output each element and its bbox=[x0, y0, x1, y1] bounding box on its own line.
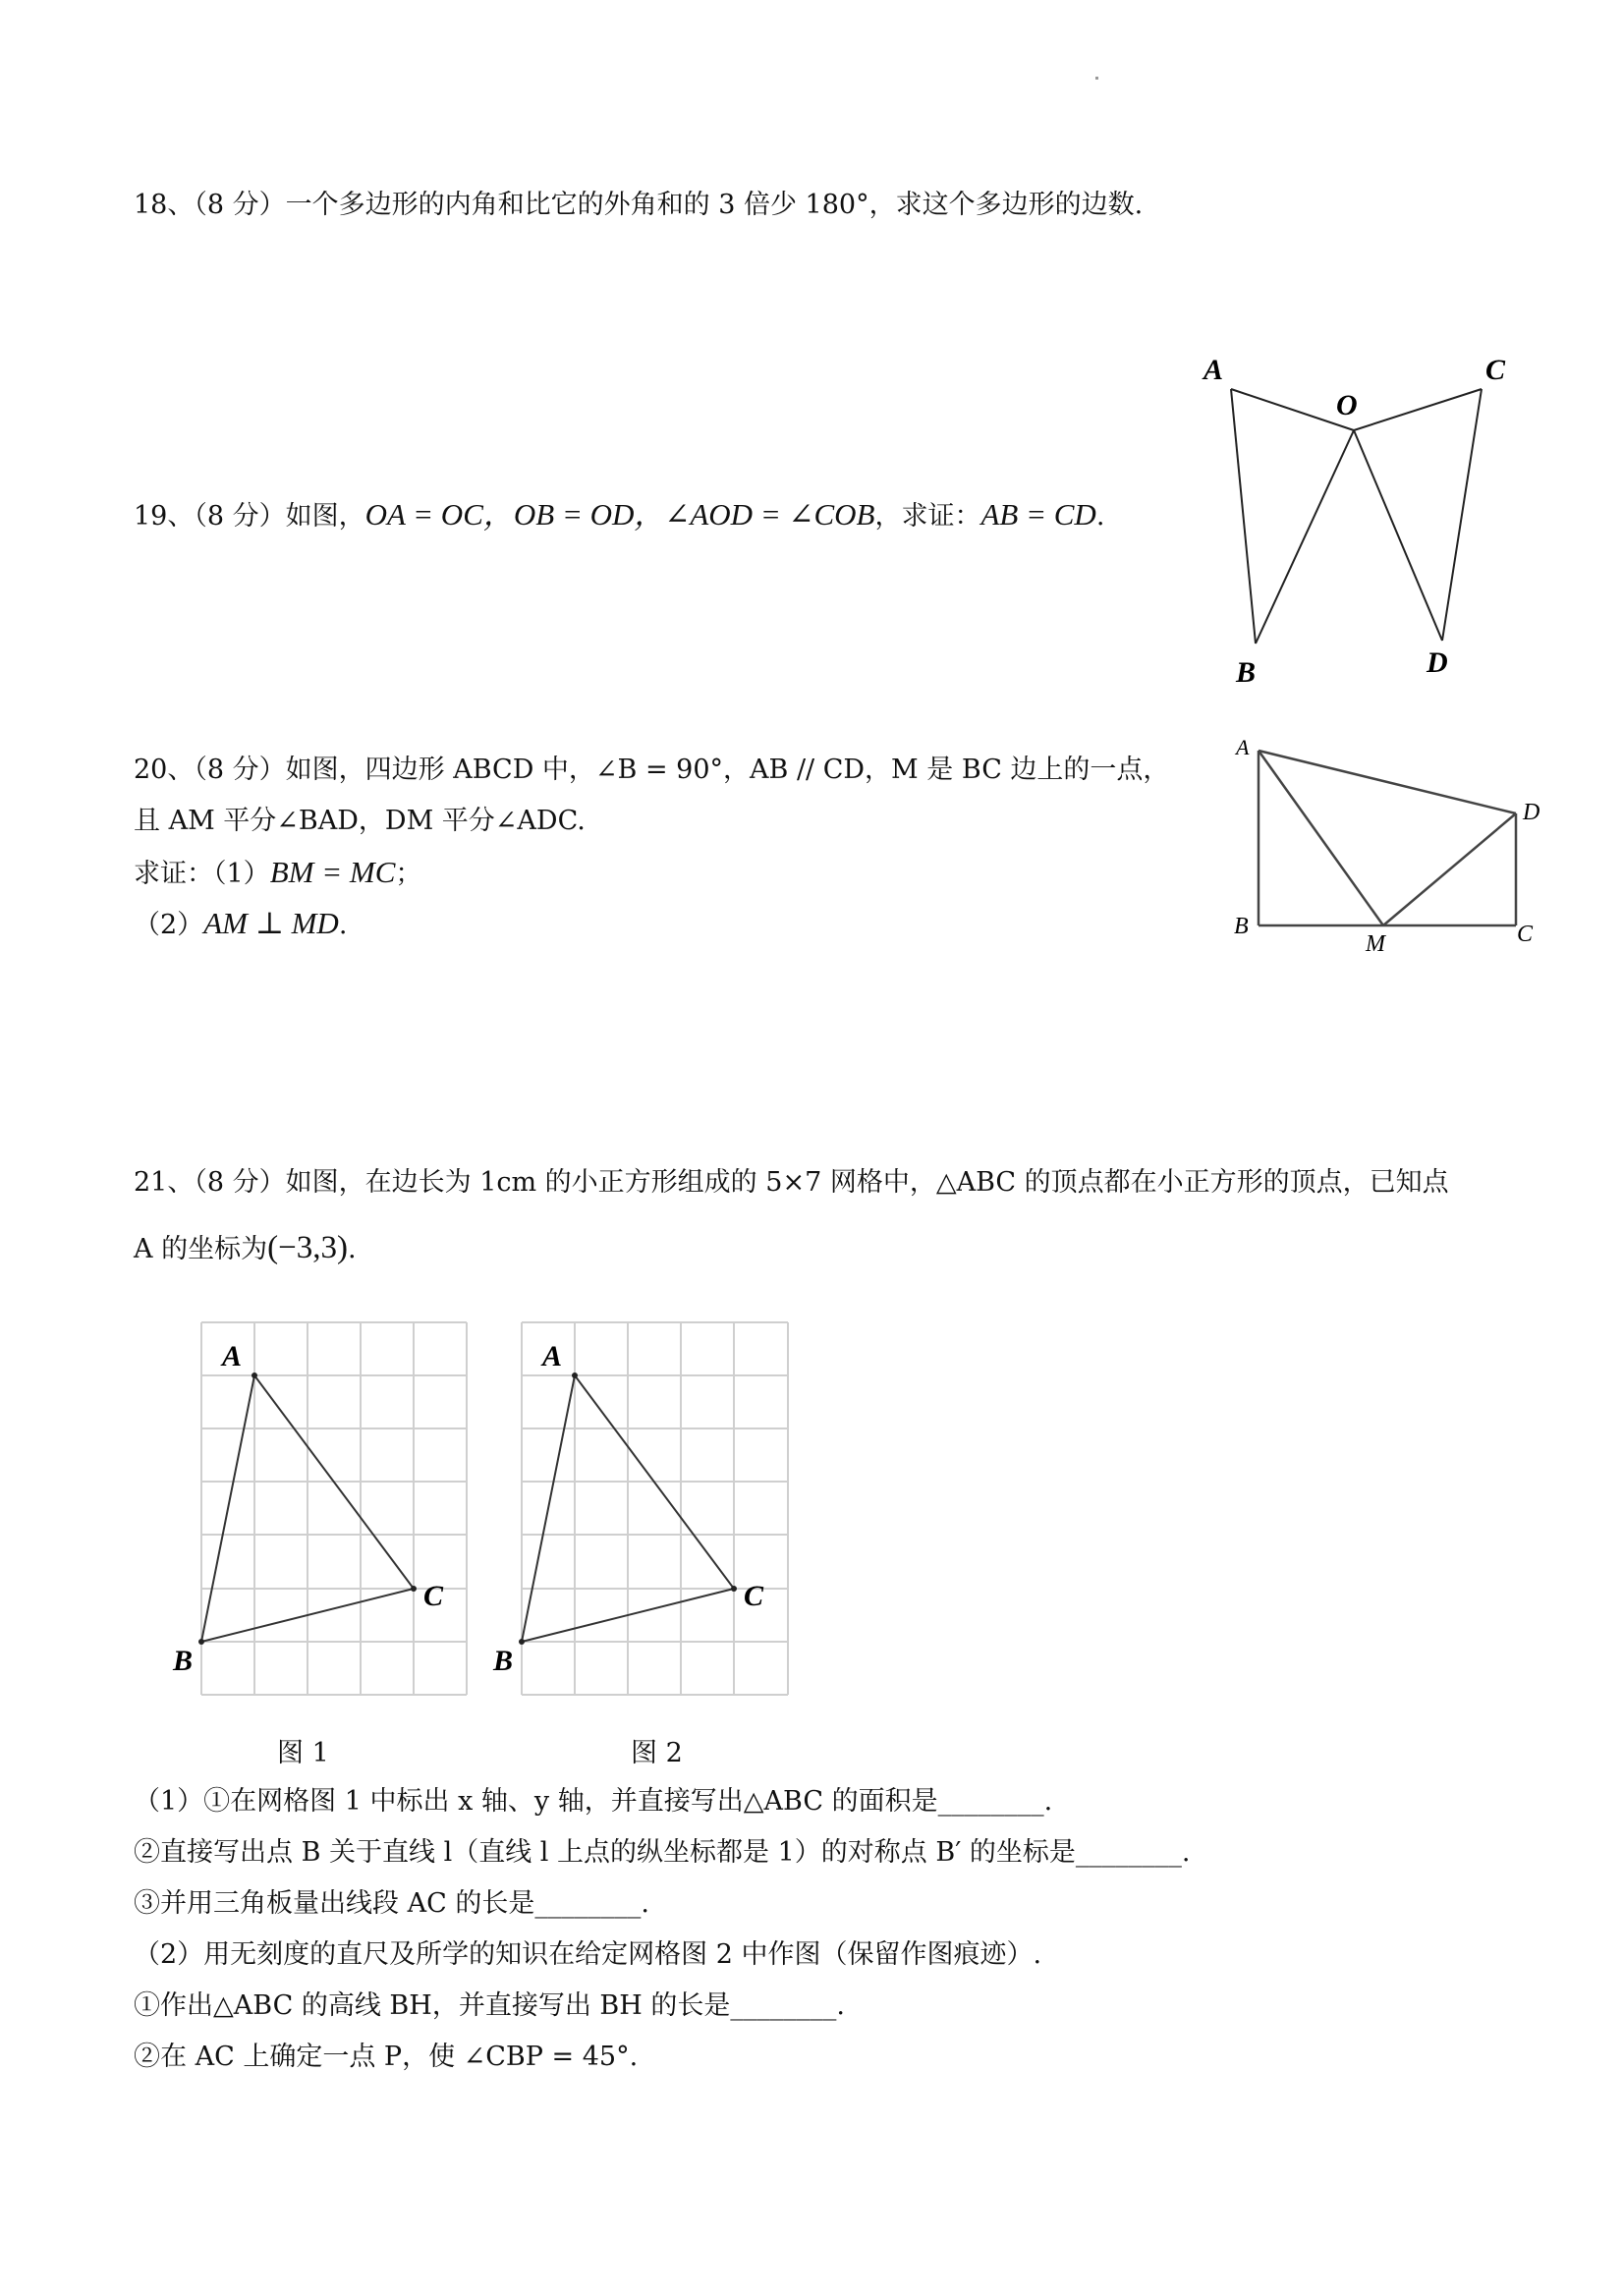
q20-line3-prefix: 求证：（1） bbox=[134, 859, 270, 889]
q20-proof-1: BM = MC bbox=[269, 855, 396, 889]
fig2-label-c: C bbox=[744, 1580, 764, 1612]
fig2-label-a: A bbox=[542, 1340, 563, 1372]
q21-coordinate: (−3,3) bbox=[267, 1230, 348, 1265]
q19-label-d: D bbox=[1427, 646, 1448, 679]
q21-part-2: （2）用无刻度的直尺及所学的知识在给定网格图 2 中作图（保留作图痕迹）. bbox=[134, 1939, 1042, 1970]
q20-label-c: C bbox=[1517, 922, 1534, 947]
q20-line2: 且 AM 平分∠BAD，DM 平分∠ADC. bbox=[134, 806, 586, 836]
q19-label-b: B bbox=[1236, 656, 1257, 689]
q20-label-m: M bbox=[1366, 931, 1385, 957]
grid-figure-2 bbox=[519, 1322, 788, 1695]
fig1-label-a: A bbox=[222, 1340, 243, 1372]
q21-part-2-2: ②在 AC 上确定一点 P，使 ∠CBP = 45°. bbox=[134, 2042, 639, 2072]
q19-label-c: C bbox=[1485, 354, 1506, 386]
q19-conditions: OA = OC，OB = OD，∠AOD = ∠COB bbox=[364, 497, 875, 532]
fig1-caption: 图 1 bbox=[277, 1738, 329, 1768]
q19-goal: AB = CD bbox=[980, 497, 1096, 532]
q19-label-a: A bbox=[1203, 354, 1224, 386]
q19-mid: ，求证： bbox=[874, 501, 981, 532]
q20-label-a: A bbox=[1236, 735, 1250, 759]
fig2-label-b: B bbox=[493, 1645, 514, 1677]
q20-label-d: D bbox=[1523, 800, 1540, 825]
q21-part-1-3: ③并用三角板量出线段 AC 的长是________. bbox=[134, 1888, 649, 1919]
fig1-label-b: B bbox=[173, 1645, 194, 1677]
q20-proof-2: AM ⊥ MD bbox=[203, 906, 339, 940]
q21-line1: 21、（8 分）如图，在边长为 1cm 的小正方形组成的 5×7 网格中，△ABC 的顶点都在小正方形的顶点，已知点 bbox=[134, 1167, 1449, 1198]
q20-line4-end: . bbox=[338, 910, 348, 940]
q21-line2-prefix: A 的坐标为 bbox=[134, 1234, 268, 1264]
q19-end: . bbox=[1095, 501, 1105, 532]
q20-line4-prefix: （2） bbox=[134, 910, 204, 940]
grid-figure-1 bbox=[198, 1322, 467, 1695]
q21-part-2-1: ①作出△ABC 的高线 BH，并直接写出 BH 的长是________. bbox=[134, 1990, 845, 2021]
q20-line3-end: ； bbox=[395, 859, 422, 889]
q21-line2-end: . bbox=[347, 1234, 357, 1264]
q21-part-1-2: ②直接写出点 B 关于直线 l（直线 l 上点的纵坐标都是 1）的对称点 B′ 的坐标是________. bbox=[134, 1837, 1191, 1868]
fig1-label-c: C bbox=[423, 1580, 444, 1612]
q20-line1: 20、（8 分）如图，四边形 ABCD 中，∠B = 90°，AB // CD，M 是 BC 边上的一点， bbox=[134, 755, 1170, 785]
q18-text: 18、（8 分）一个多边形的内角和比它的外角和的 3 倍少 180°，求这个多边形的边数. bbox=[134, 190, 1144, 220]
fig2-caption: 图 2 bbox=[631, 1738, 683, 1768]
q19-label-o: O bbox=[1336, 389, 1358, 421]
q20-label-b: B bbox=[1234, 914, 1249, 939]
q21-part-1-1: （1）①在网格图 1 中标出 x 轴、y 轴，并直接写出△ABC 的面积是________. bbox=[134, 1786, 1053, 1817]
q19-prefix: 19、（8 分）如图， bbox=[134, 501, 365, 532]
